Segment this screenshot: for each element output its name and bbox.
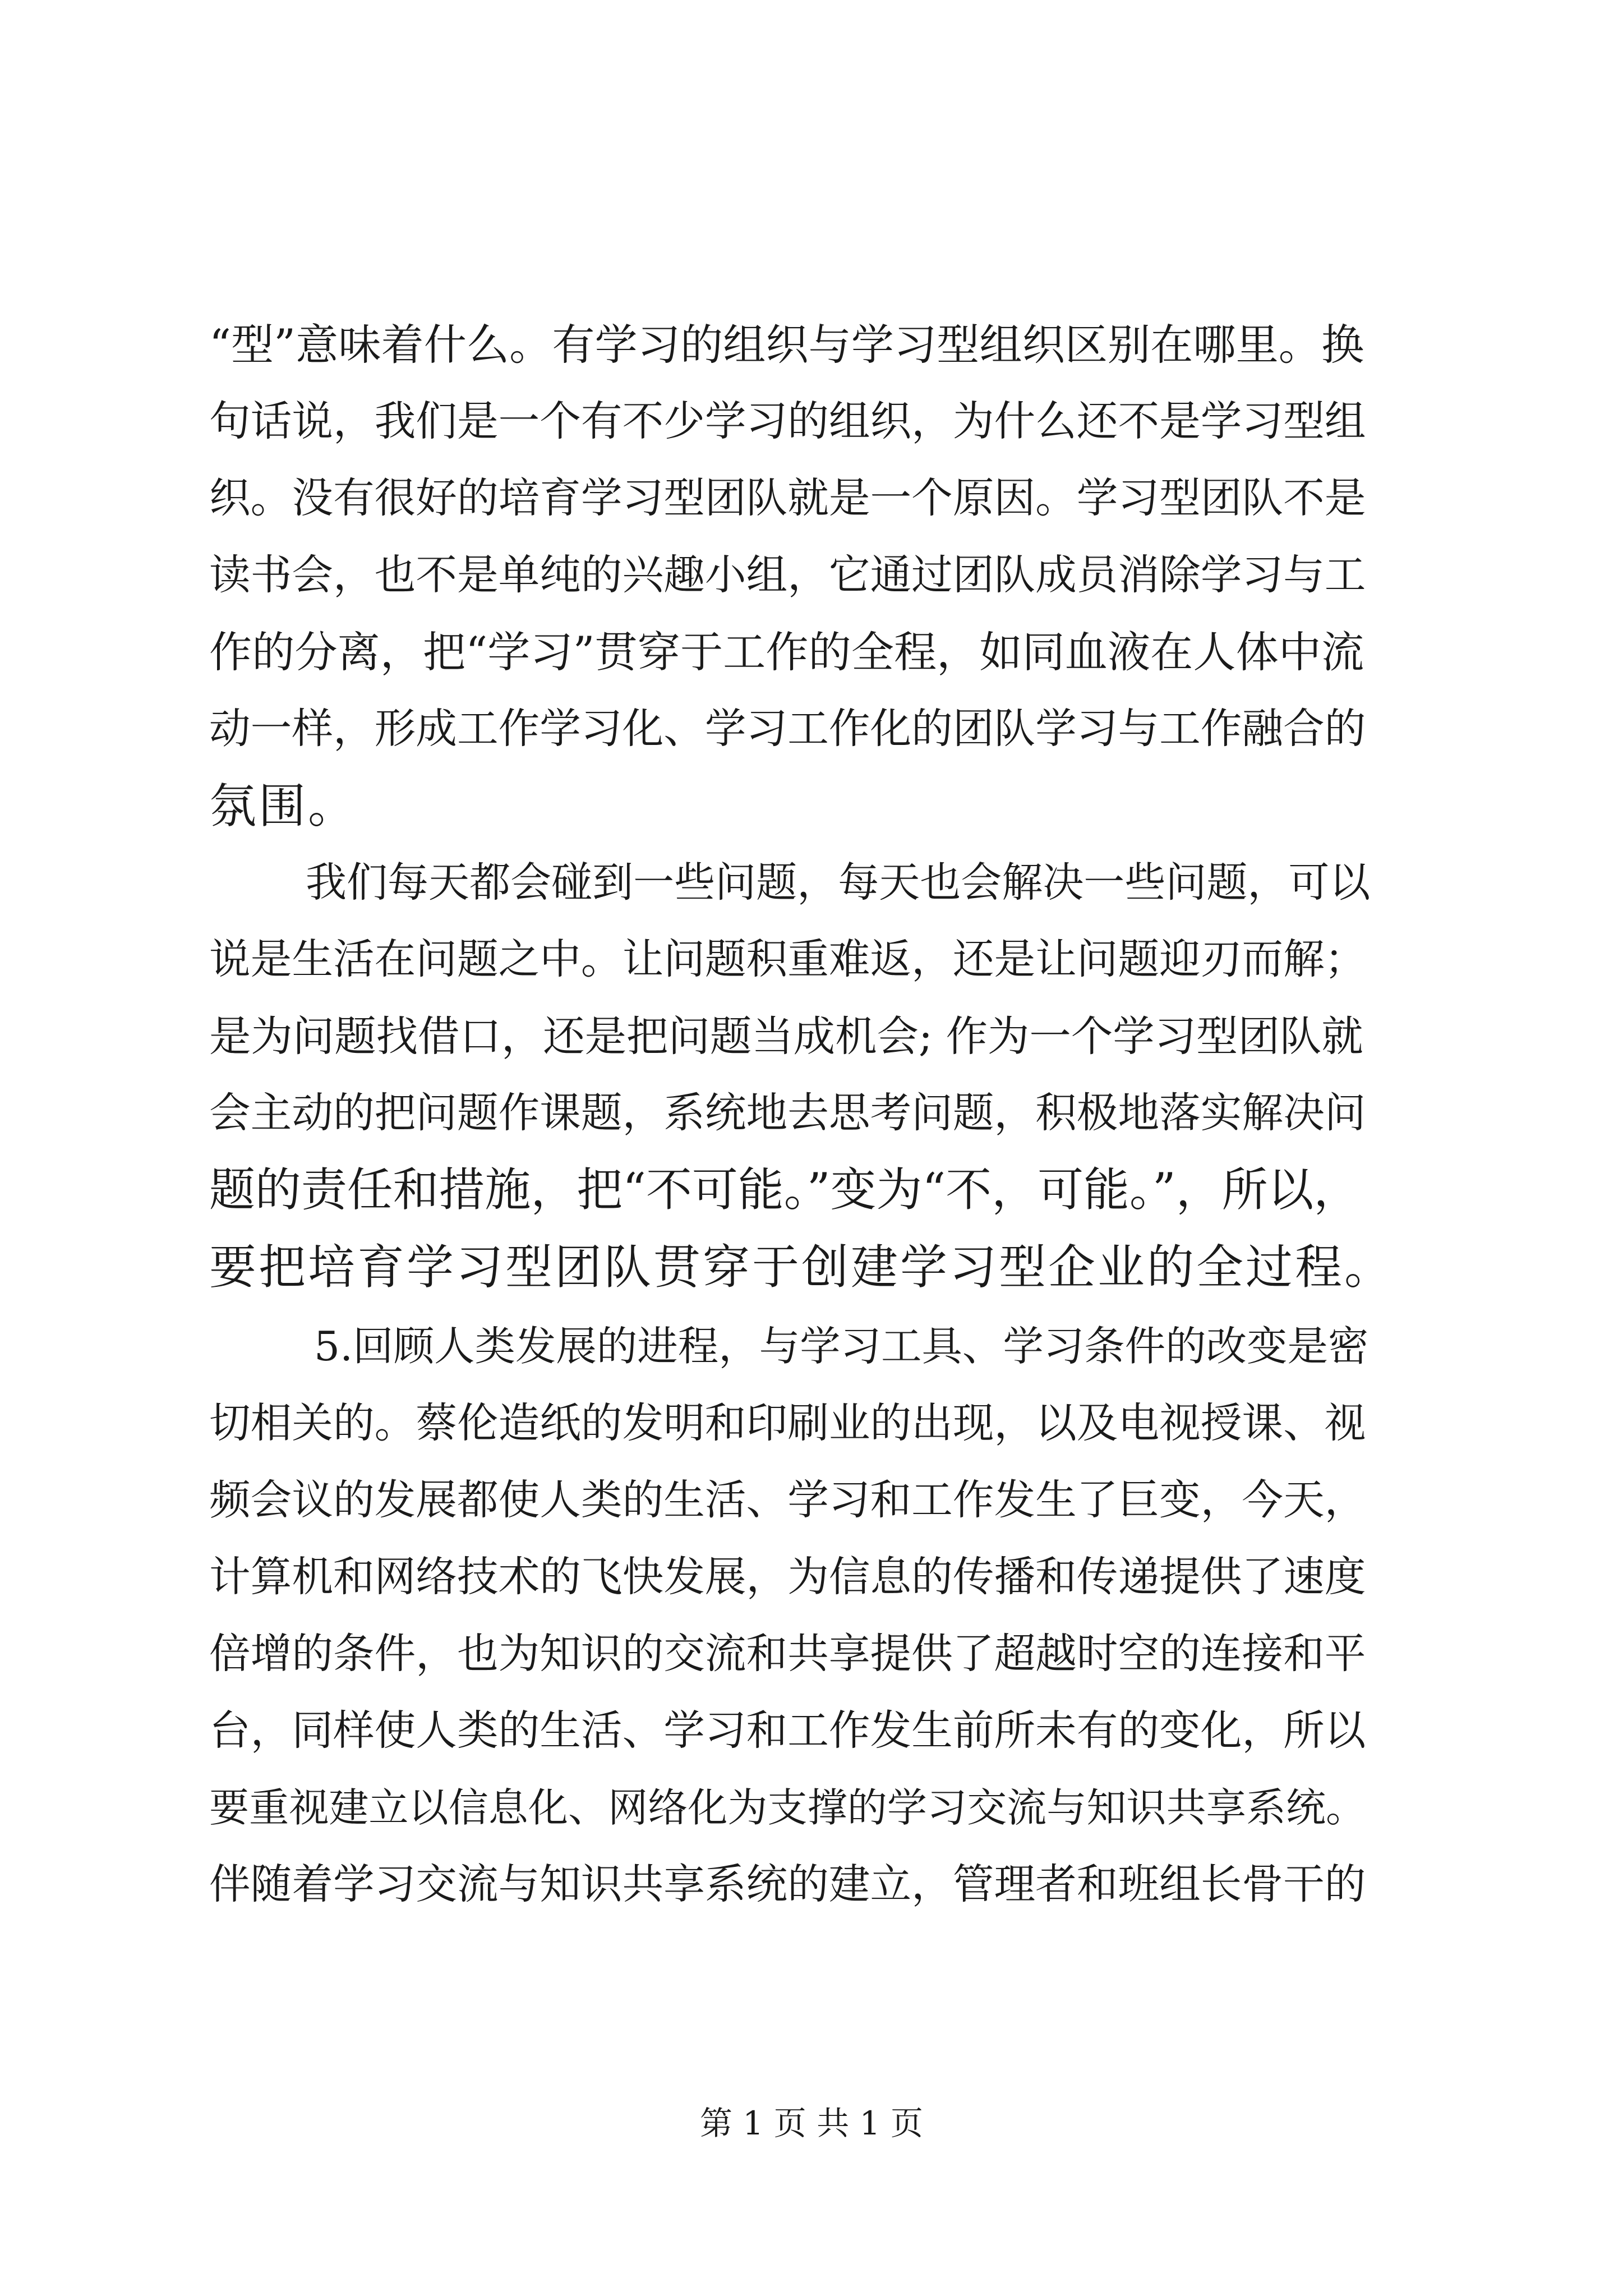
text-line: 要把培育学习型团队贯穿于创建学习型企业的全过程。 <box>209 1240 1394 1295</box>
text-line: 倍增的条件，也为知识的交流和共享提供了超越时空的连接和平 <box>209 1630 1366 1678</box>
text-line: 会主动的把问题作课题，系统地去思考问题，积极地落实解决问 <box>209 1089 1366 1137</box>
text-line: 动一样，形成工作学习化、学习工作化的团队学习与工作融合的 <box>209 705 1366 753</box>
text-line: 题的责任和措施，把“不可能。”变为“不，可能。”，所以， <box>209 1163 1360 1217</box>
text-line: 读书会，也不是单纯的兴趣小组，它通过团队成员消除学习与工 <box>209 551 1366 599</box>
text-line: 5.回顾人类发展的进程，与学习工具、学习条件的改变是密 <box>314 1323 1369 1370</box>
text-line: 是为问题找借口，还是把问题当成机会; 作为一个学习型团队就 <box>209 1012 1363 1061</box>
text-line: 氛围。 <box>209 779 358 834</box>
text-line: 句话说，我们是一个有不少学习的组织，为什么还不是学习型组 <box>209 398 1366 445</box>
page-footer: 第 1 页 共 1 页 <box>700 2104 923 2142</box>
text-line: 计算机和网络技术的飞快发展，为信息的传播和传递提供了速度 <box>209 1553 1366 1601</box>
text-line: 织。没有很好的培育学习型团队就是一个原因。学习型团队不是 <box>209 475 1366 522</box>
text-line: 伴随着学习交流与知识共享系统的建立，管理者和班组长骨干的 <box>209 1861 1366 1908</box>
text-line: 要重视建立以信息化、网络化为支撑的学习交流与知识共享系统。 <box>209 1784 1366 1831</box>
text-line: 我们每天都会碰到一些问题，每天也会解决一些问题，可以 <box>306 859 1371 907</box>
text-line: 台，同样使人类的生活、学习和工作发生前所未有的变化，所以 <box>209 1707 1366 1755</box>
text-line: “型”意味着什么。有学习的组织与学习型组织区别在哪里。换 <box>209 320 1364 370</box>
text-line: 作的分离，把“学习”贯穿于工作的全程，如同血液在人体中流 <box>209 627 1364 677</box>
text-line: 频会议的发展都使人类的生活、学习和工作发生了巨变，今天， <box>209 1476 1366 1524</box>
text-line: 切相关的。蔡伦造纸的发明和印刷业的出现，以及电视授课、视 <box>209 1400 1366 1447</box>
text-line: 说是生活在问题之中。让问题积重难返，还是让问题迎刃而解； <box>209 936 1366 983</box>
